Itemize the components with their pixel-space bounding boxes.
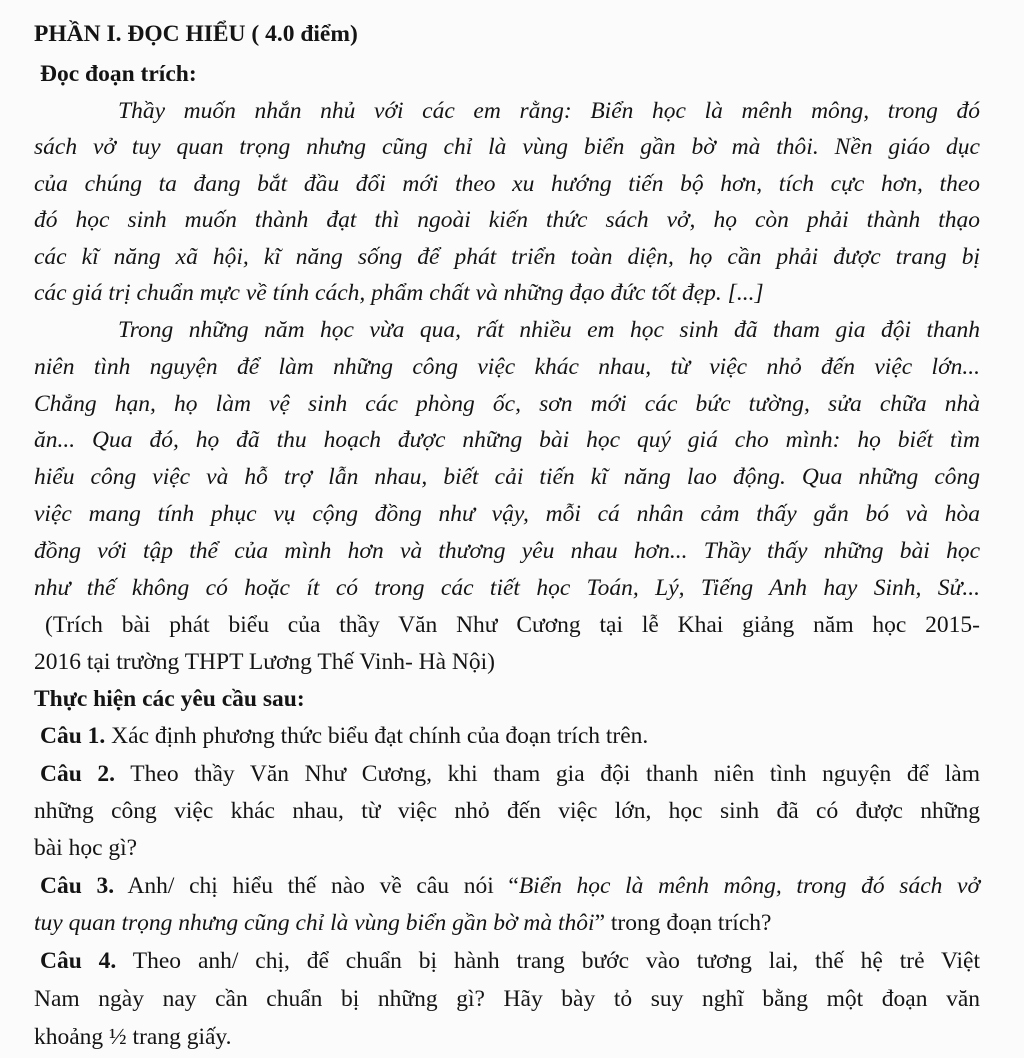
passage-line: sách vở tuy quan trọng nhưng cũng chỉ là vùng biển gần bờ mà thôi. Nền giáo dục <box>34 134 980 160</box>
question-3-line-2 <box>34 906 980 940</box>
passage-line: của chúng ta đang bắt đầu đổi mới theo xu hướng tiến bộ hơn, tích cực hơn, theo <box>34 171 980 197</box>
passage-line: niên tình nguyện để làm những công việc khác nhau, từ việc nhỏ đến việc lớn... <box>34 354 980 380</box>
question-4-text: khoảng ½ trang giấy. <box>34 1024 232 1050</box>
passage-line: các kĩ năng xã hội, kĩ năng sống để phát triển toàn diện, họ cần phải được trang bị <box>34 244 980 270</box>
passage-line: Chẳng hạn, họ làm vệ sinh các phòng ốc, sơn mới các bức tường, sửa chữa nhà <box>34 391 980 417</box>
passage-line: Thầy muốn nhắn nhủ với các em rằng: Biển học là mênh mông, trong đó <box>118 98 980 124</box>
passage-line: các giá trị chuẩn mực về tính cách, phẩm chất và những đạo đức tốt đẹp. [...] <box>34 280 764 306</box>
question-2 <box>40 757 980 791</box>
passage-line: đồng với tập thể của mình hơn và thương yêu nhau hơn... Thầy thấy những bài học <box>34 538 980 564</box>
question-2-text: bài học gì? <box>34 835 138 861</box>
passage-line: hiểu công việc và hỗ trợ lẫn nhau, biết cải tiến kĩ năng lao động. Qua những công <box>34 464 980 490</box>
passage-line: như thế không có hoặc ít có trong các tiết học Toán, Lý, Tiếng Anh hay Sinh, Sử... <box>34 575 980 601</box>
passage-line: việc mang tính phục vụ cộng đồng như vậy, mỗi cá nhân cảm thấy gắn bó và hòa <box>34 501 980 527</box>
question-2-label: Câu 2. <box>40 761 116 787</box>
question-4-label: Câu 4. <box>40 948 117 974</box>
question-2-text: những công việc khác nhau, từ việc nhỏ đến việc lớn, học sinh đã có được những <box>34 798 980 824</box>
source-citation: 2016 tại trường THPT Lương Thế Vinh- Hà Nội) <box>34 649 496 675</box>
question-3-text: ” trong đoạn trích? <box>594 910 772 936</box>
section-title: PHẦN I. ĐỌC HIỂU ( 4.0 điểm) <box>34 21 358 47</box>
excerpt-label: Đọc đoạn trích: <box>40 61 197 87</box>
question-1-text: Xác định phương thức biểu đạt chính của đoạn trích trên. <box>105 723 649 749</box>
passage-line: Trong những năm học vừa qua, rất nhiều em học sinh đã tham gia đội thanh <box>118 317 980 343</box>
question-2-text: Theo thầy Văn Như Cương, khi tham gia đội thanh niên tình nguyện để làm <box>115 761 980 787</box>
question-1-label: Câu 1. <box>40 723 106 749</box>
question-3-quote: tuy quan trọng nhưng cũng chỉ là vùng biển gần bờ mà thôi <box>34 910 595 936</box>
question-1 <box>40 719 980 753</box>
question-3-text: Anh/ chị hiểu thế nào về câu nói “ <box>114 873 519 899</box>
question-3-label: Câu 3. <box>40 873 115 899</box>
question-3-quote: Biển học là mênh mông, trong đó sách vở <box>518 873 981 899</box>
tasks-heading: Thực hiện các yêu cầu sau: <box>34 686 305 712</box>
question-3 <box>40 869 980 903</box>
question-4-text: Nam ngày nay cần chuẩn bị những gì? Hãy bày tỏ suy nghĩ bằng một đoạn văn <box>34 986 980 1012</box>
source-citation: (Trích bài phát biểu của thầy Văn Như Cương tại lễ Khai giảng năm học 2015- <box>45 612 980 638</box>
question-4-text: Theo anh/ chị, để chuẩn bị hành trang bước vào tương lai, thế hệ trẻ Việt <box>116 948 981 974</box>
question-4 <box>40 944 980 978</box>
passage-line: đó học sinh muốn thành đạt thì ngoài kiến thức sách vở, họ còn phải thành thạo <box>34 207 980 233</box>
passage-line: ăn... Qua đó, họ đã thu hoạch được những bài học quý giá cho mình: họ biết tìm <box>34 427 980 453</box>
